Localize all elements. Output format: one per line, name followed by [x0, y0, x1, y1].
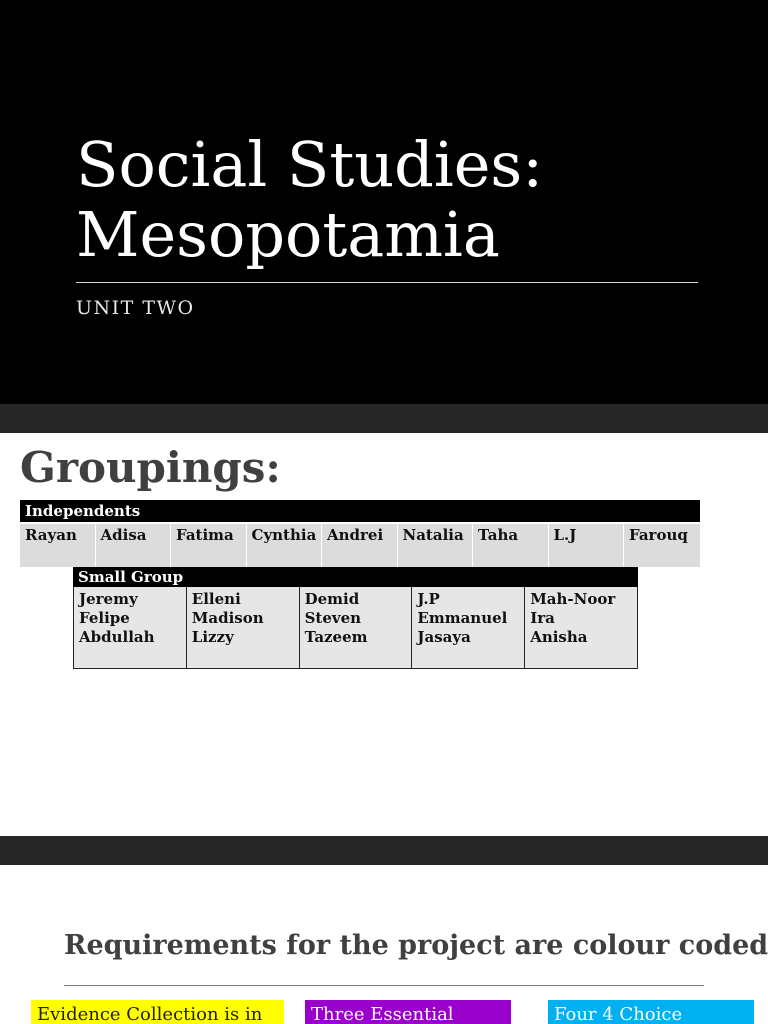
- student-name: Jeremy: [79, 590, 138, 608]
- evidence-collection-tag: Evidence Collection is in: [31, 1000, 284, 1024]
- requirements-divider-rule: [64, 985, 704, 986]
- requirements-title: Requirements for the project are colour coded: [64, 930, 768, 961]
- student-name: Anisha: [530, 628, 588, 646]
- independent-cell: Farouq: [624, 524, 700, 567]
- independent-cell: L.J: [549, 524, 625, 567]
- student-name: Felipe: [79, 609, 130, 627]
- small-group-cell: [74, 587, 187, 668]
- groupings-title: Groupings:: [20, 443, 281, 492]
- student-name: Steven: [304, 609, 362, 627]
- student-name: Tazeem: [304, 628, 368, 646]
- small-group-cell: [412, 587, 525, 668]
- independent-cell: Taha: [473, 524, 549, 567]
- three-essential-tag: Three Essential: [305, 1000, 511, 1024]
- small-group-cell: [300, 587, 413, 668]
- independent-cell: Rayan: [20, 524, 96, 567]
- student-name: Demid: [304, 590, 360, 608]
- four-choice-tag: Four 4 Choice: [548, 1000, 754, 1024]
- independents-row: [20, 524, 700, 567]
- slide-gap-2: [0, 836, 768, 865]
- small-group-row: [73, 587, 638, 669]
- independent-cell: Andrei: [322, 524, 398, 567]
- requirements-slide: [0, 865, 768, 1024]
- independent-cell: Adisa: [96, 524, 172, 567]
- small-group-header: Small Group: [73, 567, 638, 587]
- title-line-2: Mesopotamia: [76, 198, 500, 271]
- student-name: Madison: [191, 609, 264, 627]
- independents-header: Independents: [20, 500, 700, 522]
- slide-gap-1: [0, 404, 768, 433]
- title-line-1: Social Studies:: [76, 128, 544, 201]
- title-divider-rule: [76, 282, 698, 283]
- title-slide: [0, 0, 768, 404]
- student-name: J.P: [417, 590, 440, 608]
- student-name: Emmanuel: [417, 609, 508, 627]
- small-group-cell: [187, 587, 300, 668]
- slide-subtitle: UNIT TWO: [76, 297, 195, 319]
- independent-cell: Natalia: [398, 524, 474, 567]
- independent-cell: Fatima: [171, 524, 247, 567]
- groupings-slide: [0, 433, 768, 836]
- independent-cell: Cynthia: [247, 524, 323, 567]
- small-group-cell: [525, 587, 637, 668]
- student-name: Lizzy: [191, 628, 234, 646]
- student-name: Elleni: [191, 590, 241, 608]
- student-name: Jasaya: [417, 628, 471, 646]
- student-name: Ira: [530, 609, 555, 627]
- student-name: Mah-Noor: [530, 590, 616, 608]
- student-name: Abdullah: [79, 628, 155, 646]
- slide-title: [76, 130, 716, 270]
